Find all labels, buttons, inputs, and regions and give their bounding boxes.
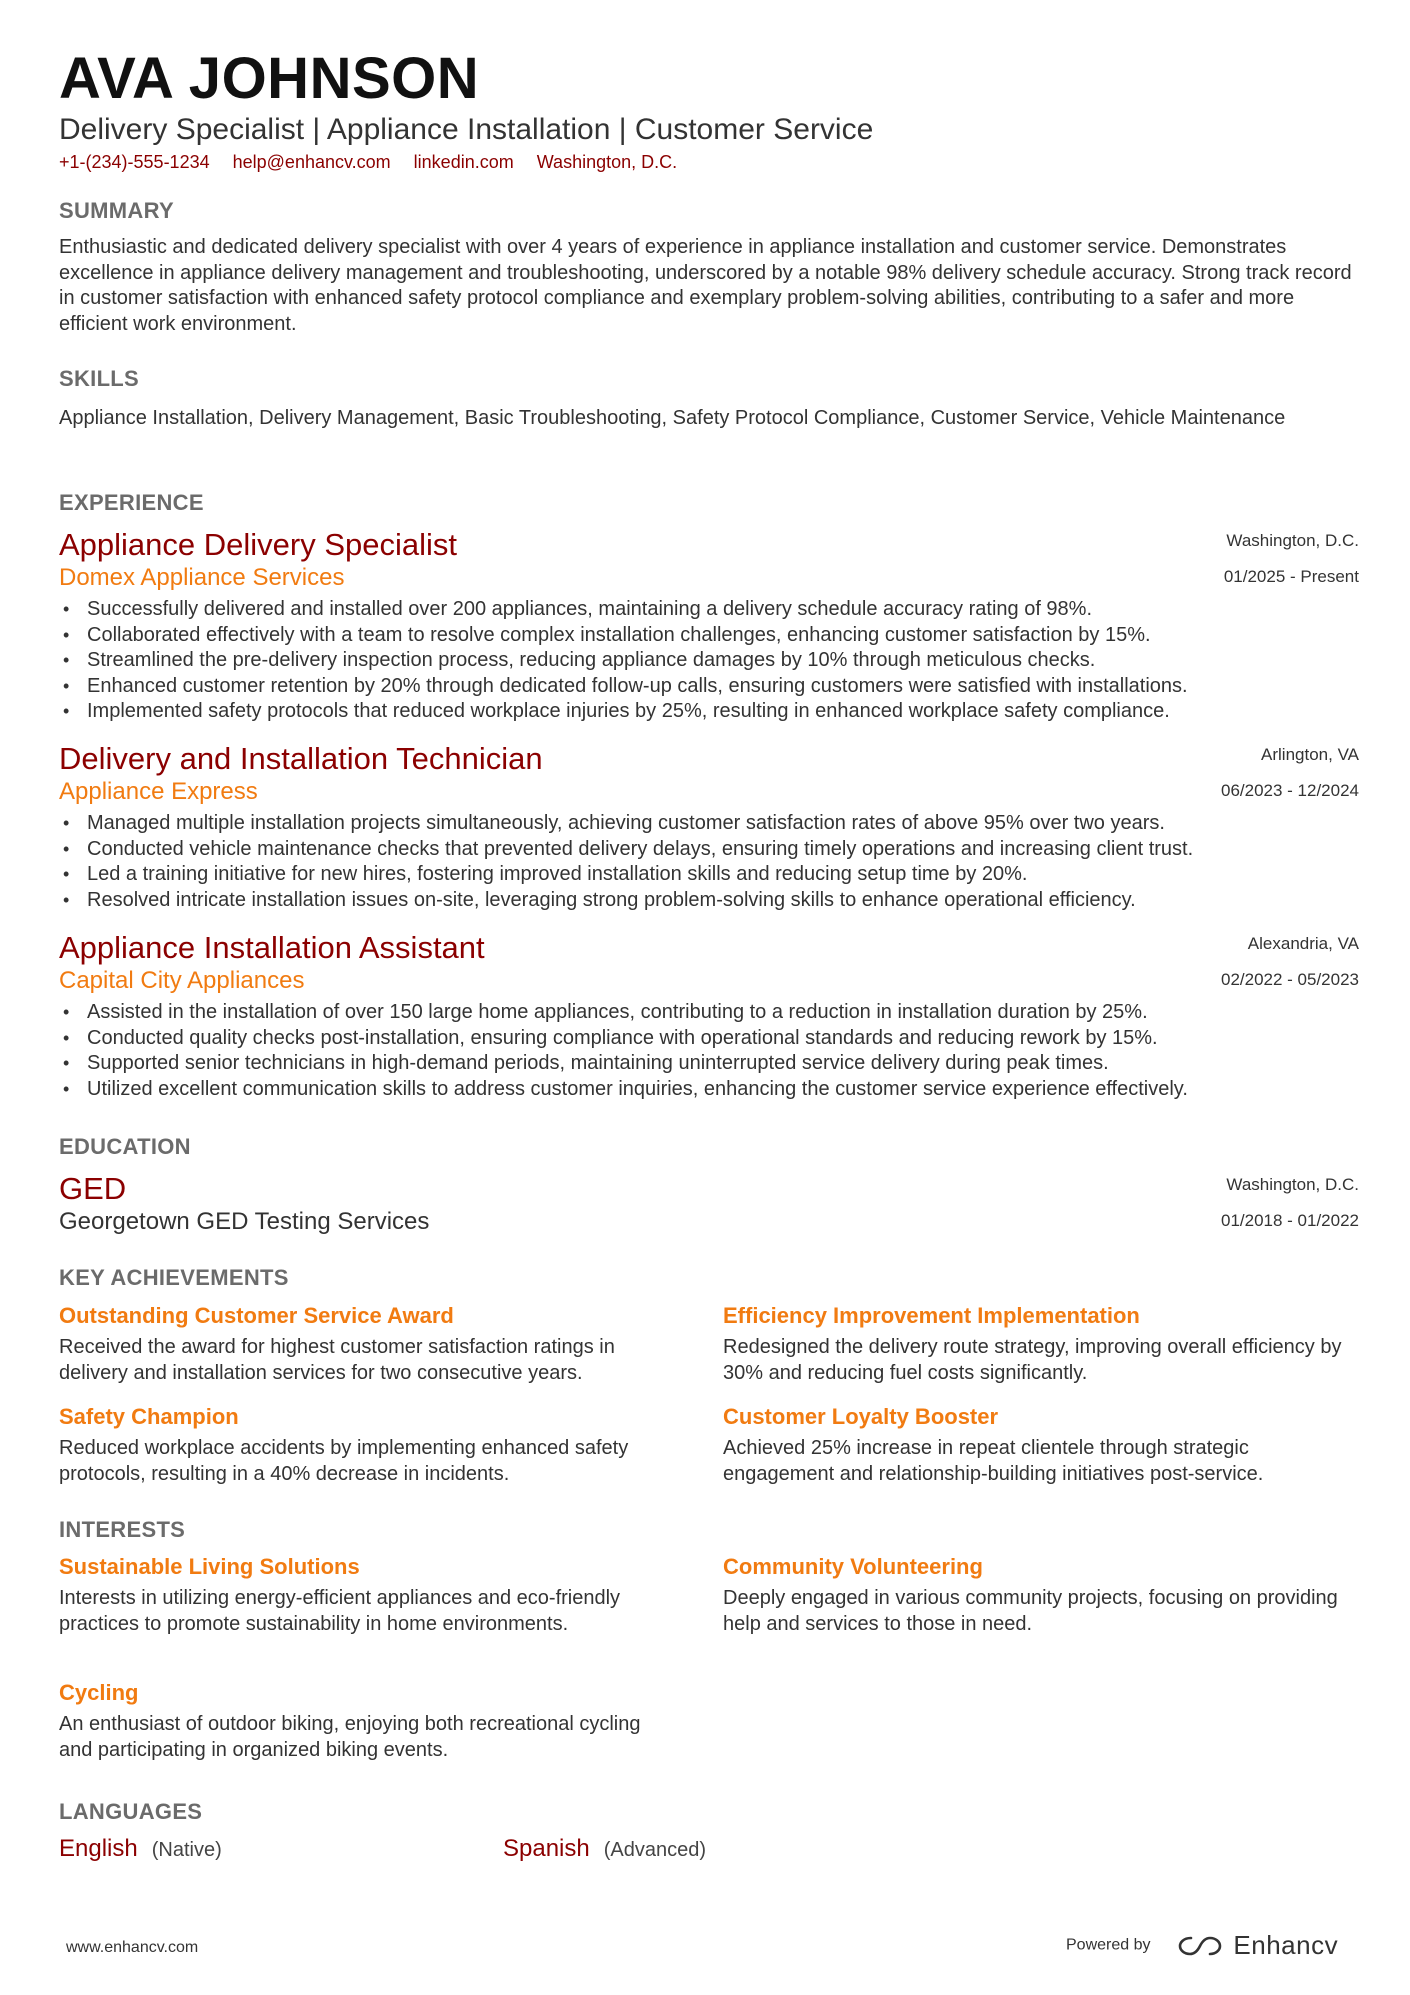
bullet-item: • Managed multiple installation projects simultaneously, achieving customer satisfaction rates of above 95% over two years. xyxy=(59,811,1359,837)
achievement-text: Reduced workplace accidents by implementing enhanced safety protocols, resulting in a 40% decrease in incidents. xyxy=(59,1437,629,1485)
footer-branding xyxy=(1066,1930,1338,1961)
job-title: Appliance Installation Assistant xyxy=(59,930,485,965)
contact-row xyxy=(59,152,695,173)
powered-by-label: Powered by xyxy=(1066,1936,1151,1954)
achievements-heading: KEY ACHIEVEMENTS xyxy=(59,1265,289,1290)
achievement-item xyxy=(59,1403,689,1487)
languages-heading: LANGUAGES xyxy=(59,1799,203,1824)
skills-heading: SKILLS xyxy=(59,366,140,391)
achievement-text: Redesigned the delivery route strategy, improving overall efficiency by 30% and reducing fuel costs significantly. xyxy=(723,1336,1342,1384)
language-item xyxy=(503,1835,706,1863)
bullet-item: • Supported senior technicians in high-demand periods, maintaining uninterrupted service delivery during peak times. xyxy=(59,1051,1359,1077)
job-location: Arlington, VA xyxy=(1261,745,1359,764)
skills-text: Appliance Installation, Delivery Management, Basic Troubleshooting, Safety Protocol Compliance, Customer Service, Vehicle Maintenance xyxy=(59,407,1286,429)
job-location: Alexandria, VA xyxy=(1247,934,1359,953)
interest-title: Cycling xyxy=(59,1680,139,1705)
interests-heading: INTERESTS xyxy=(59,1517,186,1542)
bullet-item: • Successfully delivered and installed over 200 appliances, maintaining a delivery schedule accuracy rating of 98%. xyxy=(59,597,1359,623)
achievement-title: Customer Loyalty Booster xyxy=(723,1404,999,1429)
interest-text: Deeply engaged in various community projects, focusing on providing help and services to those in need. xyxy=(723,1587,1338,1635)
job-title: Appliance Delivery Specialist xyxy=(59,527,458,562)
job-company: Domex Appliance Services xyxy=(59,564,345,591)
achievement-text: Achieved 25% increase in repeat clientele through strategic engagement and relationship-building initiatives post-service. xyxy=(723,1437,1264,1485)
job-entry xyxy=(59,527,1359,725)
job-dates: 01/2025 - Present xyxy=(1223,567,1359,586)
job-company: Capital City Appliances xyxy=(59,967,305,994)
interest-item xyxy=(723,1553,1353,1637)
summary-heading: SUMMARY xyxy=(59,198,174,223)
interest-text: Interests in utilizing energy-efficient appliances and eco-friendly practices to promote sustainability in home environments. xyxy=(59,1587,621,1635)
interest-title: Community Volunteering xyxy=(723,1554,983,1579)
interest-title: Sustainable Living Solutions xyxy=(59,1554,360,1579)
brand-name: Enhancv xyxy=(1233,1930,1339,1960)
location-text: Washington, D.C. xyxy=(536,152,678,172)
education-heading: EDUCATION xyxy=(59,1134,191,1159)
bullet-item: • Resolved intricate installation issues on-site, leveraging strong problem-solving skills to enhance operational efficiency. xyxy=(59,888,1359,914)
candidate-name: AVA JOHNSON xyxy=(59,46,480,111)
footer-website-link[interactable]: www.enhancv.com xyxy=(66,1939,199,1956)
language-item xyxy=(59,1835,222,1863)
interest-item xyxy=(59,1553,639,1637)
job-entry xyxy=(59,930,1359,1102)
bullet-item: • Led a training initiative for new hires, fostering improved installation skills and reducing setup time by 20%. xyxy=(59,862,1359,888)
job-company: Appliance Express xyxy=(59,778,258,805)
job-dates: 02/2022 - 05/2023 xyxy=(1220,970,1359,989)
achievement-item xyxy=(723,1403,1353,1487)
experience-heading: EXPERIENCE xyxy=(59,490,204,515)
job-bullets xyxy=(59,1000,1359,1102)
achievement-title: Outstanding Customer Service Award xyxy=(59,1303,454,1328)
email-link[interactable]: help@enhancv.com xyxy=(232,152,391,172)
language-name: English xyxy=(59,1835,138,1862)
language-name: Spanish xyxy=(503,1835,590,1862)
achievement-item xyxy=(723,1302,1353,1386)
job-dates: 06/2023 - 12/2024 xyxy=(1220,781,1359,800)
bullet-item: • Streamlined the pre-delivery inspection process, reducing appliance damages by 10% through meticulous checks. xyxy=(59,648,1359,674)
bullet-item: • Assisted in the installation of over 150 large home appliances, contributing to a reduction in installation duration by 25%. xyxy=(59,1000,1359,1026)
bullet-item: • Conducted vehicle maintenance checks that prevented delivery delays, ensuring timely operations and increasing client trust. xyxy=(59,837,1359,863)
bullet-item: • Conducted quality checks post-installation, ensuring compliance with operational standards and reducing rework by 15%. xyxy=(59,1026,1359,1052)
bullet-item: • Collaborated effectively with a team to resolve complex installation challenges, enhancing customer satisfaction by 15%. xyxy=(59,623,1359,649)
linkedin-link[interactable]: linkedin.com xyxy=(413,152,514,172)
education-dates: 01/2018 - 01/2022 xyxy=(1220,1211,1359,1230)
phone-link[interactable]: +1-(234)-555-1234 xyxy=(59,152,210,172)
achievement-title: Efficiency Improvement Implementation xyxy=(723,1303,1140,1328)
job-entry xyxy=(59,741,1359,913)
language-level: (Advanced) xyxy=(603,1839,707,1861)
job-title: Delivery and Installation Technician xyxy=(59,741,543,776)
job-bullets xyxy=(59,811,1359,913)
education-location: Washington, D.C. xyxy=(1226,1175,1359,1194)
summary-text: Enthusiastic and dedicated delivery specialist with over 4 years of experience in appliance installation and customer service. Demonstrates excellence in appliance delivery management and troubleshooting, underscored by a notable 98% delivery schedule accuracy. Strong track record in customer satisfaction with enhanced safety protocol compliance and exemplary problem-solving abilities, contributing to a safer and more efficient work environment. xyxy=(59,236,1352,335)
education-entry xyxy=(59,1171,1359,1237)
degree-title: GED xyxy=(59,1171,127,1206)
achievement-title: Safety Champion xyxy=(59,1404,239,1429)
bullet-item: • Enhanced customer retention by 20% through dedicated follow-up calls, ensuring customers were satisfied with installations. xyxy=(59,674,1359,700)
achievement-text: Received the award for highest customer satisfaction ratings in delivery and installation services for two consecutive years. xyxy=(59,1336,615,1384)
school-name: Georgetown GED Testing Services xyxy=(59,1208,430,1235)
enhancv-logo-icon xyxy=(1177,1934,1223,1958)
achievement-item xyxy=(59,1302,689,1386)
headline: Delivery Specialist | Appliance Installation | Customer Service xyxy=(59,113,874,146)
job-location: Washington, D.C. xyxy=(1226,531,1359,550)
interest-item xyxy=(59,1679,659,1763)
bullet-item: • Implemented safety protocols that reduced workplace injuries by 25%, resulting in enhanced workplace safety compliance. xyxy=(59,699,1359,725)
job-bullets xyxy=(59,597,1359,725)
bullet-item: • Utilized excellent communication skills to address customer inquiries, enhancing the customer service experience effectively. xyxy=(59,1077,1359,1103)
language-level: (Native) xyxy=(151,1839,222,1861)
interest-text: An enthusiast of outdoor biking, enjoying both recreational cycling and participating in organized biking events. xyxy=(59,1713,641,1761)
